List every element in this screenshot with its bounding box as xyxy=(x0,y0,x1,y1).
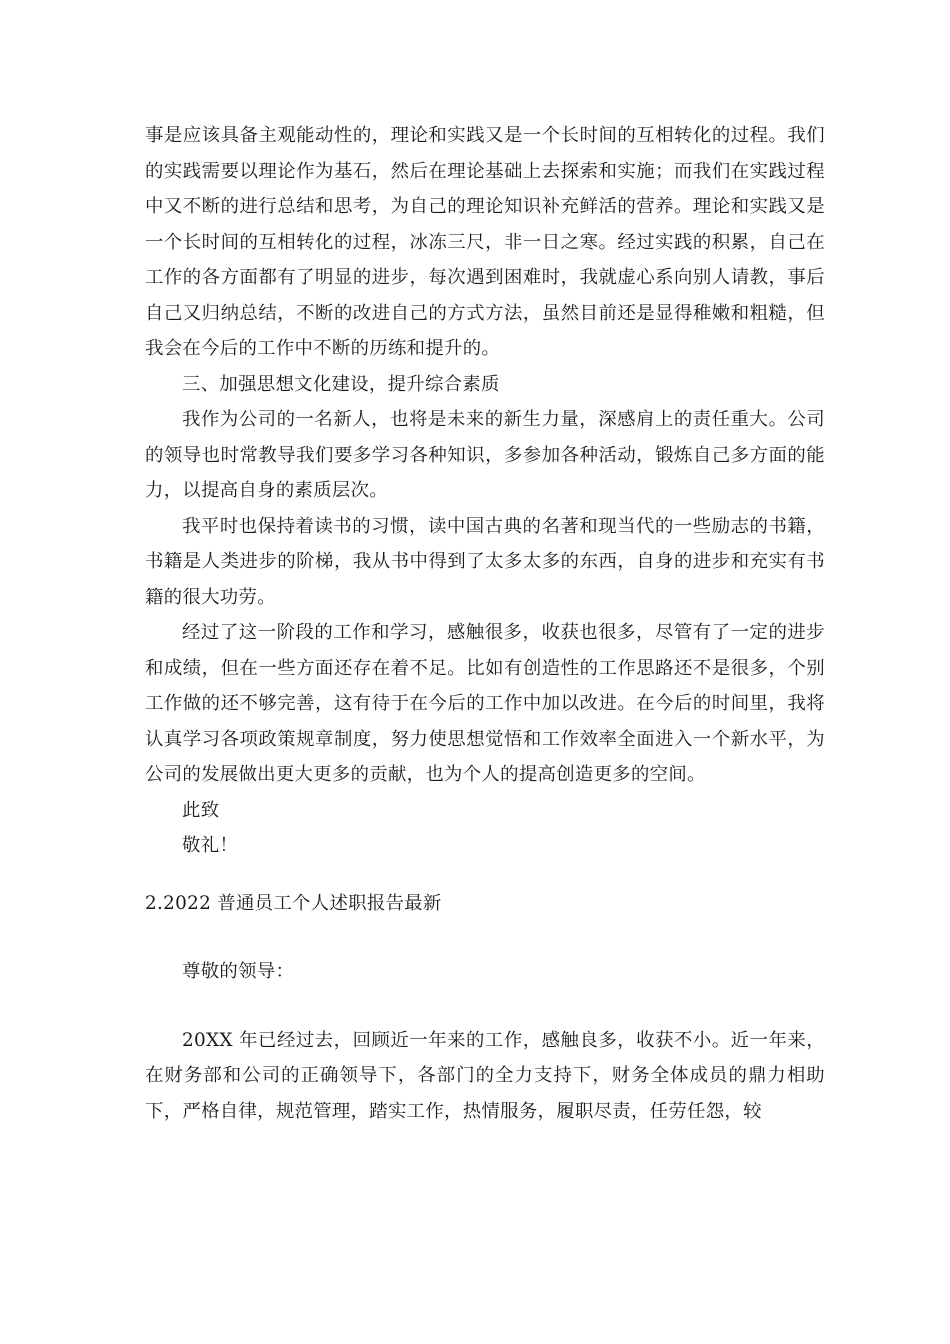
closing-salute: 敬礼！ xyxy=(182,835,239,856)
salutation: 尊敬的领导： xyxy=(182,961,295,982)
closing-line: 此致 xyxy=(182,799,220,821)
section-heading: 三、加强思想文化建设，提升综合素质 xyxy=(182,373,500,395)
body-paragraph: 我平时也保持着读书的习惯，读中国古典的名著和现当代的一些励志的书籍，书籍是人类进步的阶梯，我从书中得到了太多太多的东西，自身的进步和充实有书籍的很大功劳。 xyxy=(145,515,825,608)
document-body xyxy=(145,118,825,1129)
body-paragraph: 经过了这一阶段的工作和学习，感触很多，收获也很多，尽管有了一定的进步和成绩，但在一些方面还存在着不足。比如有创造性的工作思路还不是很多，个别工作做的还不够完善，这有待于在今后的工作中加以改进。在今后的时间里，我将认真学习各项政策规章制度，努力使思想觉悟和工作效率全面进入一个新水平，为公司的发展做出更大更多的贡献，也为个人的提高创造更多的空间。 xyxy=(145,622,825,785)
body-paragraph: 事是应该具备主观能动性的，理论和实践又是一个长时间的互相转化的过程。我们的实践需要以理论作为基石，然后在理论基础上去探索和实施；而我们在实践过程中又不断的进行总结和思考，为自己的理论知识补充鲜活的营养。理论和实践又是一个长时间的互相转化的过程，冰冻三尺，非一日之寒。经过实践的积累，自己在工作的各方面都有了明显的进步，每次遇到困难时，我就虚心系向别人请教，事后自己又归纳总结，不断的改进自己的方式方法，虽然目前还是显得稚嫩和粗糙，但我会在今后的工作中不断的历练和提升的。 xyxy=(145,125,825,359)
section-title: 2.2022 普通员工个人述职报告最新 xyxy=(145,892,442,914)
body-paragraph: 20XX 年已经过去，回顾近一年来的工作，感触良多，收获不小。近一年来，在财务部和公司的正确领导下，各部门的全力支持下，财务全体成员的鼎力相助下，严格自律，规范管理，踏实工作，热情服务，履职尽责，任劳任怨，较 xyxy=(145,1029,825,1122)
body-paragraph: 我作为公司的一名新人，也将是未来的新生力量，深感肩上的责任重大。公司的领导也时常教导我们要多学习各种知识，多参加各种活动，锻炼自己多方面的能力，以提高自身的素质层次。 xyxy=(145,409,825,501)
